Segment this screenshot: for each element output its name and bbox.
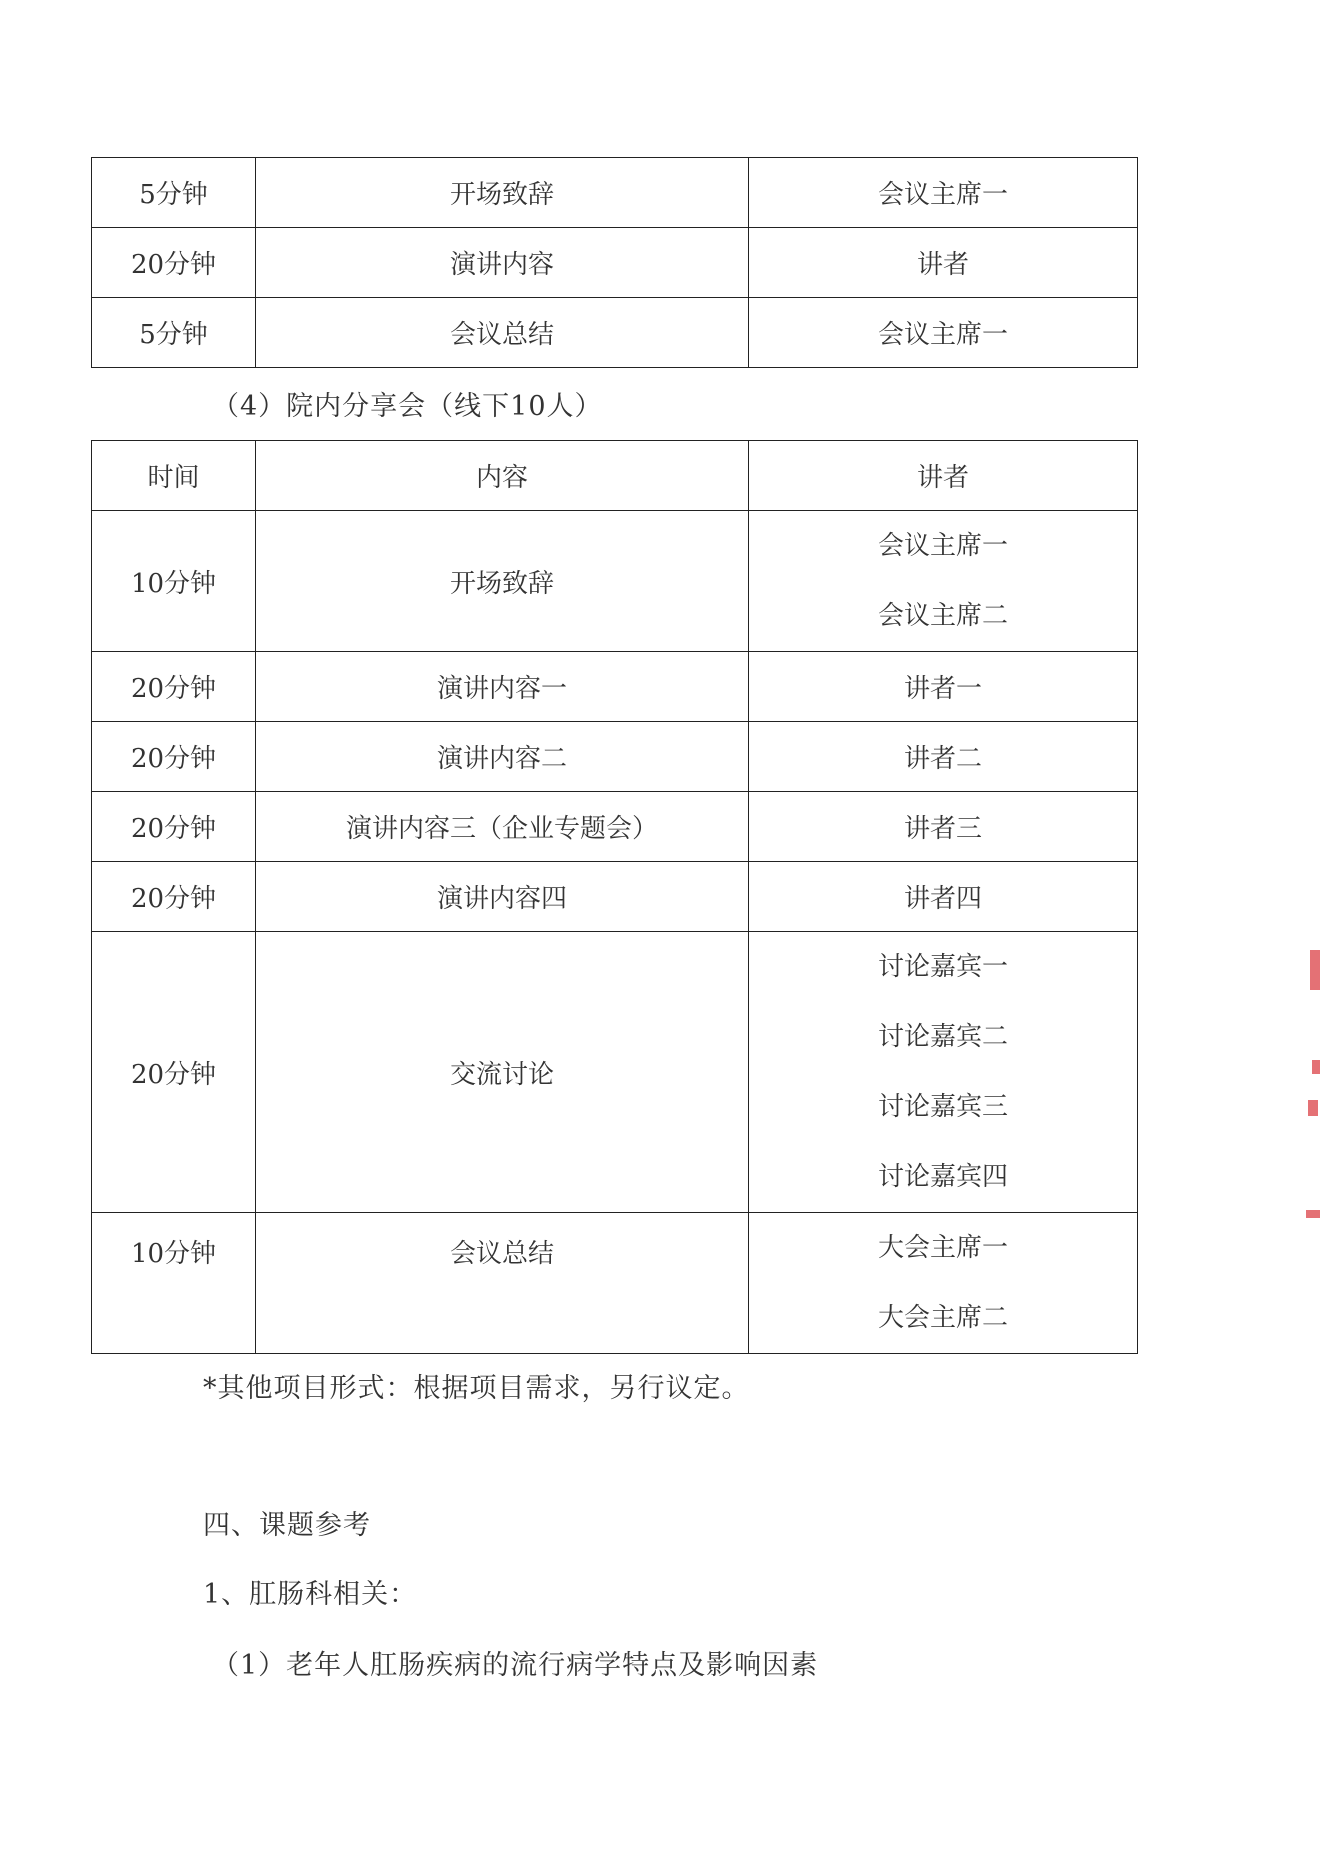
footnote: *其他项目形式：根据项目需求，另行议定。	[203, 1373, 750, 1404]
table-row	[92, 722, 1138, 792]
content-cell: 演讲内容二	[256, 722, 749, 792]
content-cell: 开场致辞	[256, 511, 749, 652]
time-cell: 5分钟	[92, 298, 256, 368]
speaker-name: 讨论嘉宾一	[877, 952, 1008, 982]
content-cell: 交流讨论	[256, 932, 749, 1213]
content-cell: 演讲内容四	[256, 862, 749, 932]
speaker-name: 会议主席二	[877, 601, 1008, 631]
speaker-cell: 讲者三	[749, 792, 1138, 862]
header-time: 时间	[92, 441, 256, 511]
agenda-table-2	[91, 440, 1138, 1354]
table-row	[92, 511, 1138, 652]
content-cell: 演讲内容一	[256, 652, 749, 722]
content-cell: 会议总结	[256, 1213, 749, 1354]
time-cell: 10分钟	[92, 511, 256, 652]
speaker-cell	[749, 511, 1138, 652]
content-cell: 会议总结	[256, 298, 749, 368]
table-row	[92, 158, 1138, 228]
speaker-name: 会议主席一	[877, 531, 1008, 561]
speaker-cell: 讲者	[749, 228, 1138, 298]
content-cell: 演讲内容	[256, 228, 749, 298]
content-cell: 开场致辞	[256, 158, 749, 228]
table-row	[92, 652, 1138, 722]
time-cell: 20分钟	[92, 932, 256, 1213]
table-row	[92, 932, 1138, 1213]
section-heading: 四、课题参考	[203, 1510, 371, 1541]
speaker-name: 讨论嘉宾二	[877, 1022, 1008, 1052]
table-row	[92, 1213, 1138, 1354]
table-row	[92, 862, 1138, 932]
time-cell: 20分钟	[92, 652, 256, 722]
time-cell: 20分钟	[92, 862, 256, 932]
content-cell: 演讲内容三（企业专题会）	[256, 792, 749, 862]
speaker-cell: 会议主席一	[749, 158, 1138, 228]
topic-item: （1）老年人肛肠疾病的流行病学特点及影响因素	[212, 1650, 819, 1681]
speaker-cell	[749, 932, 1138, 1213]
speaker-cell: 会议主席一	[749, 298, 1138, 368]
table-row	[92, 298, 1138, 368]
table-row	[92, 792, 1138, 862]
speaker-name: 讨论嘉宾四	[877, 1162, 1008, 1192]
section-4-heading: （4）院内分享会（线下10人）	[212, 391, 603, 422]
time-cell: 10分钟	[92, 1213, 256, 1354]
speaker-cell: 讲者四	[749, 862, 1138, 932]
table-row	[92, 228, 1138, 298]
speaker-cell	[749, 1213, 1138, 1354]
time-cell: 20分钟	[92, 792, 256, 862]
table-header-row	[92, 441, 1138, 511]
subsection-heading: 1、肛肠科相关：	[203, 1579, 418, 1610]
time-cell: 20分钟	[92, 228, 256, 298]
speaker-name: 讨论嘉宾三	[877, 1092, 1008, 1122]
speaker-cell: 讲者二	[749, 722, 1138, 792]
header-content: 内容	[256, 441, 749, 511]
agenda-table-1	[91, 157, 1138, 368]
speaker-cell: 讲者一	[749, 652, 1138, 722]
header-speaker: 讲者	[749, 441, 1138, 511]
speaker-name: 大会主席一	[877, 1233, 1008, 1263]
time-cell: 20分钟	[92, 722, 256, 792]
time-cell: 5分钟	[92, 158, 256, 228]
speaker-name: 大会主席二	[877, 1303, 1008, 1333]
